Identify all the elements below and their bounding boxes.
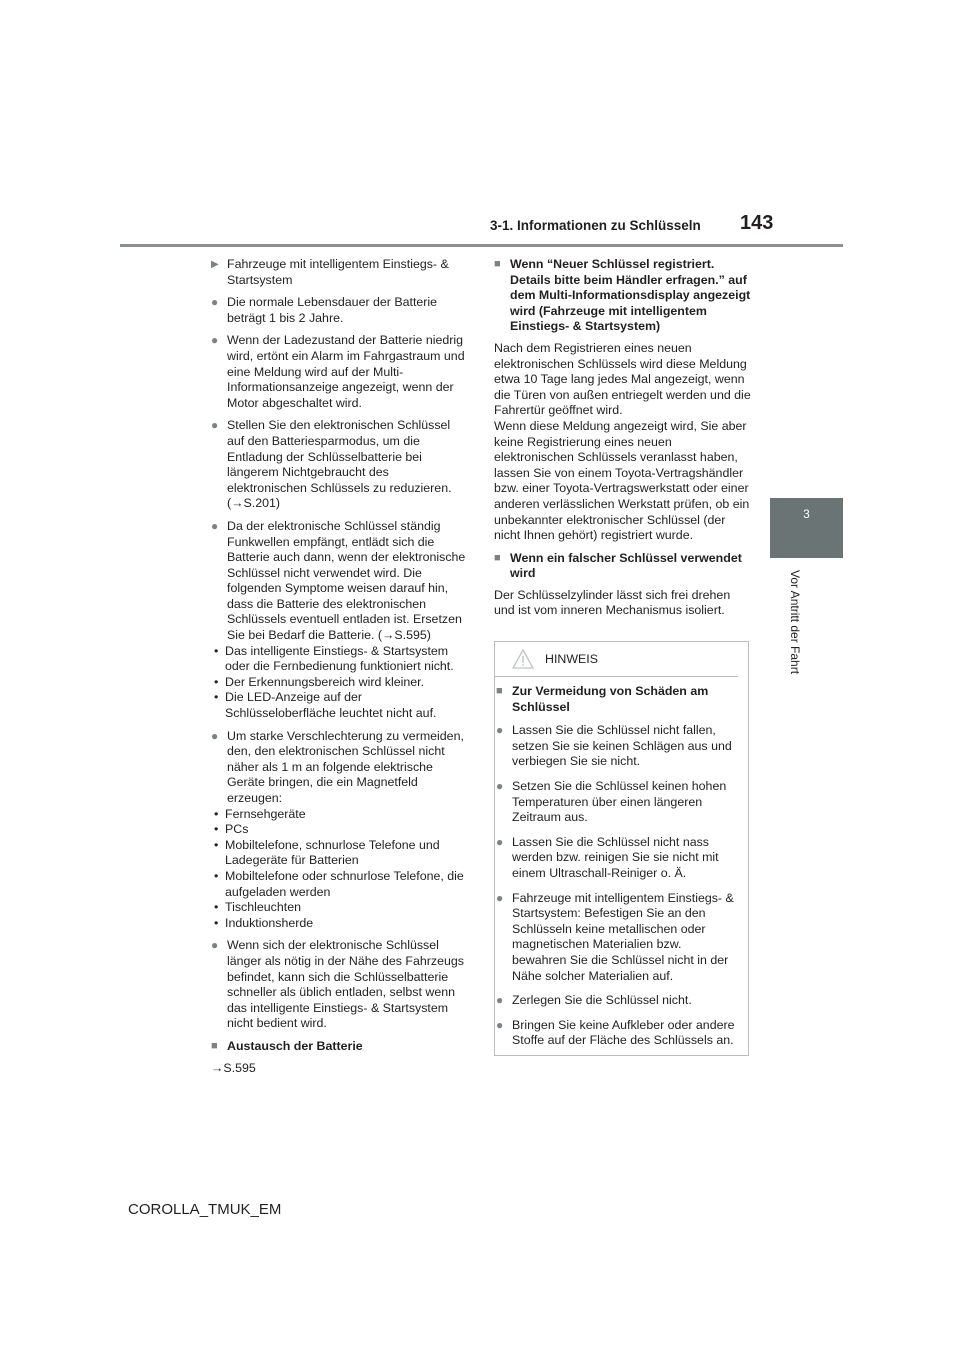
- notice-item-text: Lassen Sie die Schlüssel nicht nass werden bzw. reinigen Sie sie nicht mit einem Ultraschall-Reiniger o. Ä.: [512, 834, 719, 880]
- notice-item-text: Zerlegen Sie die Schlüssel nicht.: [512, 993, 692, 1008]
- paragraph-magnetic-field: [211, 729, 469, 807]
- section-header-title: 3-1. Informationen zu Schlüsseln: [490, 218, 701, 233]
- section-heading-text: Wenn “Neuer Schlüssel registriert. Details bitte beim Händler erfragen.” auf dem Multi-Informationsdisplay angezeigt wird (Fahrzeuge mit intelligentem Einstiegs- & Startsystem): [510, 257, 751, 334]
- notice-item: [496, 1018, 738, 1049]
- list-item: [211, 900, 469, 916]
- page-number: 143: [740, 212, 774, 234]
- list-item: [211, 644, 469, 675]
- bullet-dot-icon: •: [214, 822, 219, 837]
- intro-text: Fahrzeuge mit intelligentem Einstiegs- & Startsystem: [227, 257, 449, 287]
- bullet-circle-icon: ●: [496, 890, 504, 905]
- bullet-dot-icon: •: [214, 837, 219, 852]
- notice-heading-text: Zur Vermeidung von Schäden am Schlüssel: [512, 684, 709, 714]
- list-item-text: Das intelligente Einstiegs- & Startsystem oder die Fernbedienung funktioniert nicht.: [225, 643, 454, 674]
- paragraph-battery-life: [211, 295, 469, 326]
- list-item: [211, 869, 469, 900]
- bullet-circle-icon: ●: [211, 418, 219, 433]
- bullet-dot-icon: •: [214, 806, 219, 821]
- paragraph-text: Die normale Lebensdauer der Batterie beträgt 1 bis 2 Jahre.: [227, 295, 438, 325]
- bullet-dot-icon: •: [214, 690, 219, 705]
- chapter-side-label-text: Vor Antritt der Fahrt: [788, 570, 802, 675]
- list-item-text: Der Erkennungsbereich wird kleiner.: [225, 674, 425, 689]
- list-item: [211, 822, 469, 838]
- paragraph-text: Stellen Sie den elektronischen Schlüssel auf den Batteriesparmodus, um die Entladung der Schlüsselbatterie bei längerem Nichtgebraucht des elektronischen Schlüssels zu reduzieren. (→S.201): [227, 418, 452, 511]
- bullet-circle-icon: ●: [211, 728, 219, 743]
- bullet-dot-icon: •: [214, 674, 219, 689]
- notice-box: [494, 641, 749, 1056]
- paragraph-battery-saving: [211, 418, 469, 512]
- section-heading-text: Wenn ein falscher Schlüssel verwendet wird: [510, 550, 742, 581]
- paragraph-low-battery: [211, 333, 469, 411]
- paragraph-text: Da der elektronische Schlüssel ständig Funkwellen empfängt, entlädt sich die Batterie auch dann, wenn der elektronische Schlüssel nicht verwendet wird. Die folgenden Symptome weisen darauf hin, dass die Batterie des elektronischen Schlüssels eventuell entladen ist. Ersetzen Sie bei Bedarf die Batterie. (→S.595): [227, 518, 466, 643]
- new-key-text: Nach dem Registrieren eines neuen elektronischen Schlüssels wird diese Meldung etwa 10 Tage lang jedes Mal angezeigt, wenn die Türen von außen entriegelt werden und die Fahrertür geöffnet wird.: [494, 340, 751, 418]
- paragraph-radio-waves: [211, 519, 469, 644]
- warning-triangle-icon: [512, 649, 534, 669]
- intro-paragraph: [211, 257, 469, 288]
- bullet-circle-icon: ●: [211, 333, 219, 348]
- list-item: [211, 916, 469, 932]
- bullet-circle-icon: ●: [211, 938, 219, 953]
- section-heading-new-key: [494, 257, 751, 335]
- paragraph-text: Wenn sich der elektronische Schlüssel länger als nötig in der Nähe des Fahrzeugs befindet, kann sich die Schlüsselbatterie schneller als üblich entladen, selbst wenn das intelligente Einstiegs- & Startsystem nicht bedient wird.: [227, 938, 464, 1031]
- triangle-marker-icon: ▶: [211, 259, 219, 270]
- square-marker-icon: ■: [496, 685, 503, 697]
- header-rule: [120, 244, 843, 247]
- list-item-text: Tischleuchten: [225, 900, 301, 915]
- notice-item-text: Fahrzeuge mit intelligentem Einstiegs- & Startsystem: Befestigen Sie an den Schlüsseln keine metallischen oder magnetischen Materialien bzw. bewahren Sie die Schlüssel nicht in der Nähe solcher Materialien auf.: [512, 890, 734, 983]
- bullet-circle-icon: ●: [496, 723, 504, 738]
- notice-item-text: Bringen Sie keine Aufkleber oder andere Stoffe auf der Fläche des Schlüssels an.: [512, 1017, 735, 1048]
- bullet-circle-icon: ●: [496, 993, 504, 1008]
- notice-item: [496, 779, 738, 826]
- list-item-text: Mobiltelefone, schnurlose Telefone und Ladegeräte für Batterien: [225, 837, 440, 868]
- notice-item: [496, 723, 738, 770]
- list-item: [211, 807, 469, 823]
- list-item: [211, 690, 469, 721]
- page-reference-link[interactable]: →S.595: [211, 1060, 256, 1075]
- notice-item: [496, 835, 738, 882]
- bullet-circle-icon: ●: [496, 1017, 504, 1032]
- bullet-circle-icon: ●: [211, 518, 219, 533]
- left-column: [211, 257, 469, 1082]
- notice-item-text: Lassen Sie die Schlüssel nicht fallen, setzen Sie sie keinen Schlägen aus und verbiegen Sie sie nicht.: [512, 723, 732, 769]
- notice-item-text: Setzen Sie die Schlüssel keinen hohen Temperaturen über einen längeren Zeitraum aus.: [512, 778, 727, 825]
- paragraph-text: Um starke Verschlechterung zu vermeiden, den, den elektronischen Schlüssel nicht näher als 1 m an folgende elektrische Geräte bringen, die ein Magnetfeld erzeugen:: [227, 728, 464, 805]
- notice-body: [495, 677, 738, 1049]
- bullet-dot-icon: •: [214, 868, 219, 883]
- bullet-circle-icon: ●: [211, 295, 219, 310]
- square-marker-icon: ■: [211, 1039, 218, 1052]
- bullet-dot-icon: •: [214, 643, 219, 658]
- wrong-key-text: Der Schlüsselzylinder lässt sich frei drehen und ist vom inneren Mechanismus isoliert.: [494, 587, 731, 618]
- notice-header: [495, 642, 738, 677]
- bullet-dot-icon: •: [214, 915, 219, 930]
- list-item-text: Die LED-Anzeige auf der Schlüsseloberfläche leuchtet nicht auf.: [225, 690, 437, 721]
- chapter-tab: [770, 498, 843, 558]
- notice-title: HINWEIS: [545, 652, 599, 666]
- new-key-text-2: Wenn diese Meldung angezeigt wird, Sie aber keine Registrierung eines neuen elektronischen Schlüssels veranlasst haben, lassen Sie von einem Toyota-Vertragshändler bzw. einer Toyota-Vertragswerkstatt oder einer anderen verlässlichen Werkstatt prüfen, ob ein unbekannter elektronischer Schlüssel (der nicht Ihnen gehört) registriert wurde.: [494, 418, 750, 543]
- square-marker-icon: ■: [494, 258, 501, 270]
- list-item-text: Mobiltelefone oder schnurlose Telefone, die aufgeladen werden: [225, 868, 464, 899]
- chapter-side-label: [782, 570, 802, 690]
- bullet-dot-icon: •: [214, 900, 219, 915]
- notice-item: [496, 993, 738, 1009]
- paragraph-near-vehicle: [211, 938, 469, 1032]
- list-item: [211, 675, 469, 691]
- list-item-text: PCs: [225, 822, 249, 837]
- paragraph-text: Wenn der Ladezustand der Batterie niedrig wird, ertönt ein Alarm im Fahrgastraum und eine Meldung wird auf der Multi-Informationsanzeige angezeigt, wenn der Motor abgeschaltet wird.: [227, 333, 465, 410]
- notice-heading: [496, 684, 738, 715]
- chapter-tab-number: 3: [803, 507, 810, 521]
- list-item-text: Fernsehgeräte: [225, 806, 306, 821]
- bullet-circle-icon: ●: [496, 834, 504, 849]
- bullet-circle-icon: ●: [496, 778, 504, 793]
- device-list: [211, 807, 469, 932]
- section-heading-battery: [211, 1039, 469, 1055]
- section-heading-text: Austausch der Batterie: [227, 1038, 363, 1053]
- notice-item: [496, 891, 738, 985]
- symptom-list: [211, 644, 469, 722]
- right-column: [494, 257, 751, 626]
- section-heading-wrong-key: [494, 551, 751, 582]
- list-item: [211, 838, 469, 869]
- list-item-text: Induktionsherde: [225, 915, 314, 930]
- footer-doc-code: COROLLA_TMUK_EM: [128, 1201, 282, 1218]
- square-marker-icon: ■: [494, 551, 501, 564]
